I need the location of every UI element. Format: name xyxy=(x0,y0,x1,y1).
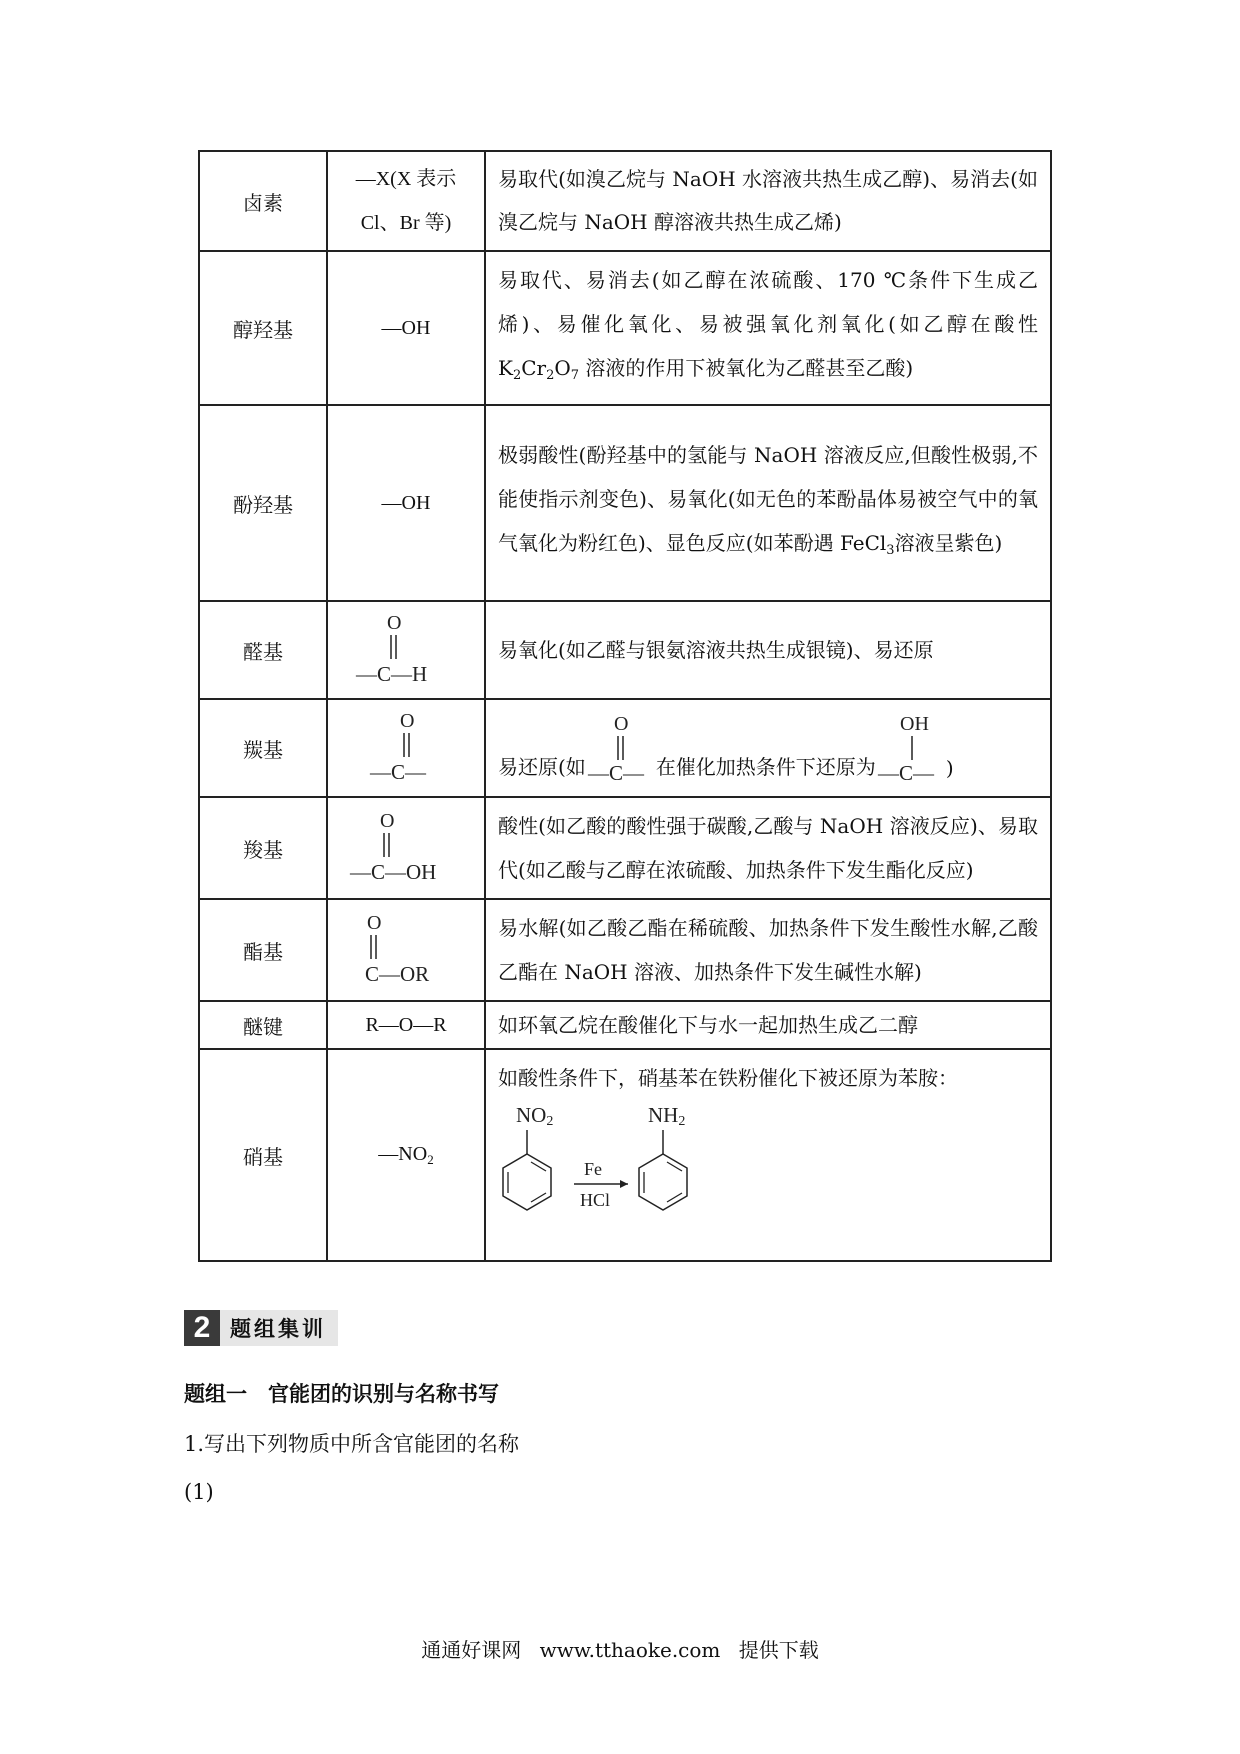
footer-url[interactable]: www.tthaoke.com xyxy=(539,1638,721,1662)
group-name: 酚羟基 xyxy=(199,405,327,601)
group-title: 题组一 官能团的识别与名称书写 xyxy=(184,1382,499,1406)
functional-group-table xyxy=(198,150,1052,1262)
group-structure xyxy=(327,797,485,899)
carbon-chain-label: —C— xyxy=(370,760,427,784)
svg-text:HCl: HCl xyxy=(580,1190,611,1210)
sub-item-label: (1) xyxy=(184,1480,214,1504)
alcohol-inline-structure xyxy=(876,710,946,786)
table-row xyxy=(199,251,1051,405)
group-name: 羧基 xyxy=(199,797,327,899)
oxygen-label: O xyxy=(380,810,395,832)
group-property: 如酸性条件下，硝基苯在铁粉催化下被还原为苯胺： NO2 Fe HCl NH2 xyxy=(485,1049,1051,1261)
ester-structure xyxy=(351,907,461,993)
svg-text:—C—: —C— xyxy=(877,761,934,785)
group-name: 硝基 xyxy=(199,1049,327,1261)
group-property: 易还原(如 O —C— 在催化加热条件下还原为 OH —C— ) xyxy=(485,699,1051,797)
group-property: 极弱酸性(酚羟基中的氢能与 NaOH 溶液反应,但酸性极弱,不能使指示剂变色)、易氧化(如无色的苯酚晶体易被空气中的氧气氧化为粉红色)、显色反应(如苯酚遇 FeCl$_3$溶液呈紫色) xyxy=(485,405,1051,601)
table-row xyxy=(199,899,1051,1001)
section-number: 2 xyxy=(184,1310,220,1346)
svg-text:O: O xyxy=(613,713,629,735)
group-structure xyxy=(327,899,485,1001)
group-structure: —X(X 表示 Cl、Br 等) xyxy=(327,151,485,251)
svg-text:Fe: Fe xyxy=(584,1159,602,1179)
svg-text:NH2: NH2 xyxy=(648,1103,686,1129)
table-row xyxy=(199,405,1051,601)
carbonyl-inline-structure xyxy=(586,710,656,786)
group-structure: $—NO_2$ xyxy=(327,1049,485,1261)
group-property: 易氧化(如乙醛与银氨溶液共热生成银镜)、易还原 xyxy=(485,601,1051,699)
group-structure xyxy=(327,699,485,797)
page-footer xyxy=(0,1634,1240,1663)
group-property: 易水解(如乙酸乙酯在稀硫酸、加热条件下发生酸性水解,乙酸乙酯在 NaOH 溶液、加热条件下发生碱性水解) xyxy=(485,899,1051,1001)
group-name: 醇羟基 xyxy=(199,251,327,405)
group-name: 酯基 xyxy=(199,899,327,1001)
oxygen-label: O xyxy=(367,912,382,934)
carbonyl-structure xyxy=(356,705,456,791)
table-row xyxy=(199,151,1051,251)
group-name: 醛基 xyxy=(199,601,327,699)
carbon-chain-label: C—OR xyxy=(365,962,430,986)
nitrobenzene-reduction-scheme xyxy=(498,1098,728,1248)
footer-text: 提供下载 xyxy=(738,1638,819,1662)
footer-site: 通通好课网 xyxy=(421,1638,522,1662)
oxygen-label: O xyxy=(387,612,402,634)
table-row xyxy=(199,797,1051,899)
oxygen-label: O xyxy=(400,710,415,732)
aldehyde-structure xyxy=(351,607,461,693)
carboxyl-structure xyxy=(346,805,466,891)
table-row xyxy=(199,1001,1051,1049)
svg-text:—C—: —C— xyxy=(587,761,644,785)
section-title: 题组集训 xyxy=(230,1317,326,1341)
group-name: 卤素 xyxy=(199,151,327,251)
group-property: 如环氧乙烷在酸催化下与水一起加热生成乙二醇 xyxy=(485,1001,1051,1049)
group-structure xyxy=(327,601,485,699)
svg-text:NO2: NO2 xyxy=(516,1103,554,1129)
table-row xyxy=(199,1049,1051,1261)
section-badge xyxy=(184,1310,338,1346)
group-property: 易取代、易消去(如乙醇在浓硫酸、170 ℃条件下生成乙烯)、易催化氧化、易被强氧化剂氧化(如乙醇在酸性 $K_2Cr_2O_7$ 溶液的作用下被氧化为乙醛甚至乙酸) xyxy=(485,251,1051,405)
table-row xyxy=(199,601,1051,699)
carbon-chain-label: —C—OH xyxy=(350,860,437,884)
svg-text:OH: OH xyxy=(899,713,929,735)
table-row xyxy=(199,699,1051,797)
group-name: 醚键 xyxy=(199,1001,327,1049)
group-property: 易取代(如溴乙烷与 NaOH 水溶液共热生成乙醇)、易消去(如溴乙烷与 NaOH 醇溶液共热生成乙烯) xyxy=(485,151,1051,251)
carbon-chain-label: —C—H xyxy=(356,662,428,686)
group-structure: R—O—R xyxy=(327,1001,485,1049)
group-name: 羰基 xyxy=(199,699,327,797)
group-property: 酸性(如乙酸的酸性强于碳酸,乙酸与 NaOH 溶液反应)、易取代(如乙酸与乙醇在浓硫酸、加热条件下发生酯化反应) xyxy=(485,797,1051,899)
group-structure: —OH xyxy=(327,405,485,601)
group-structure: —OH xyxy=(327,251,485,405)
question-text: 1.写出下列物质中所含官能团的名称 xyxy=(184,1432,520,1456)
